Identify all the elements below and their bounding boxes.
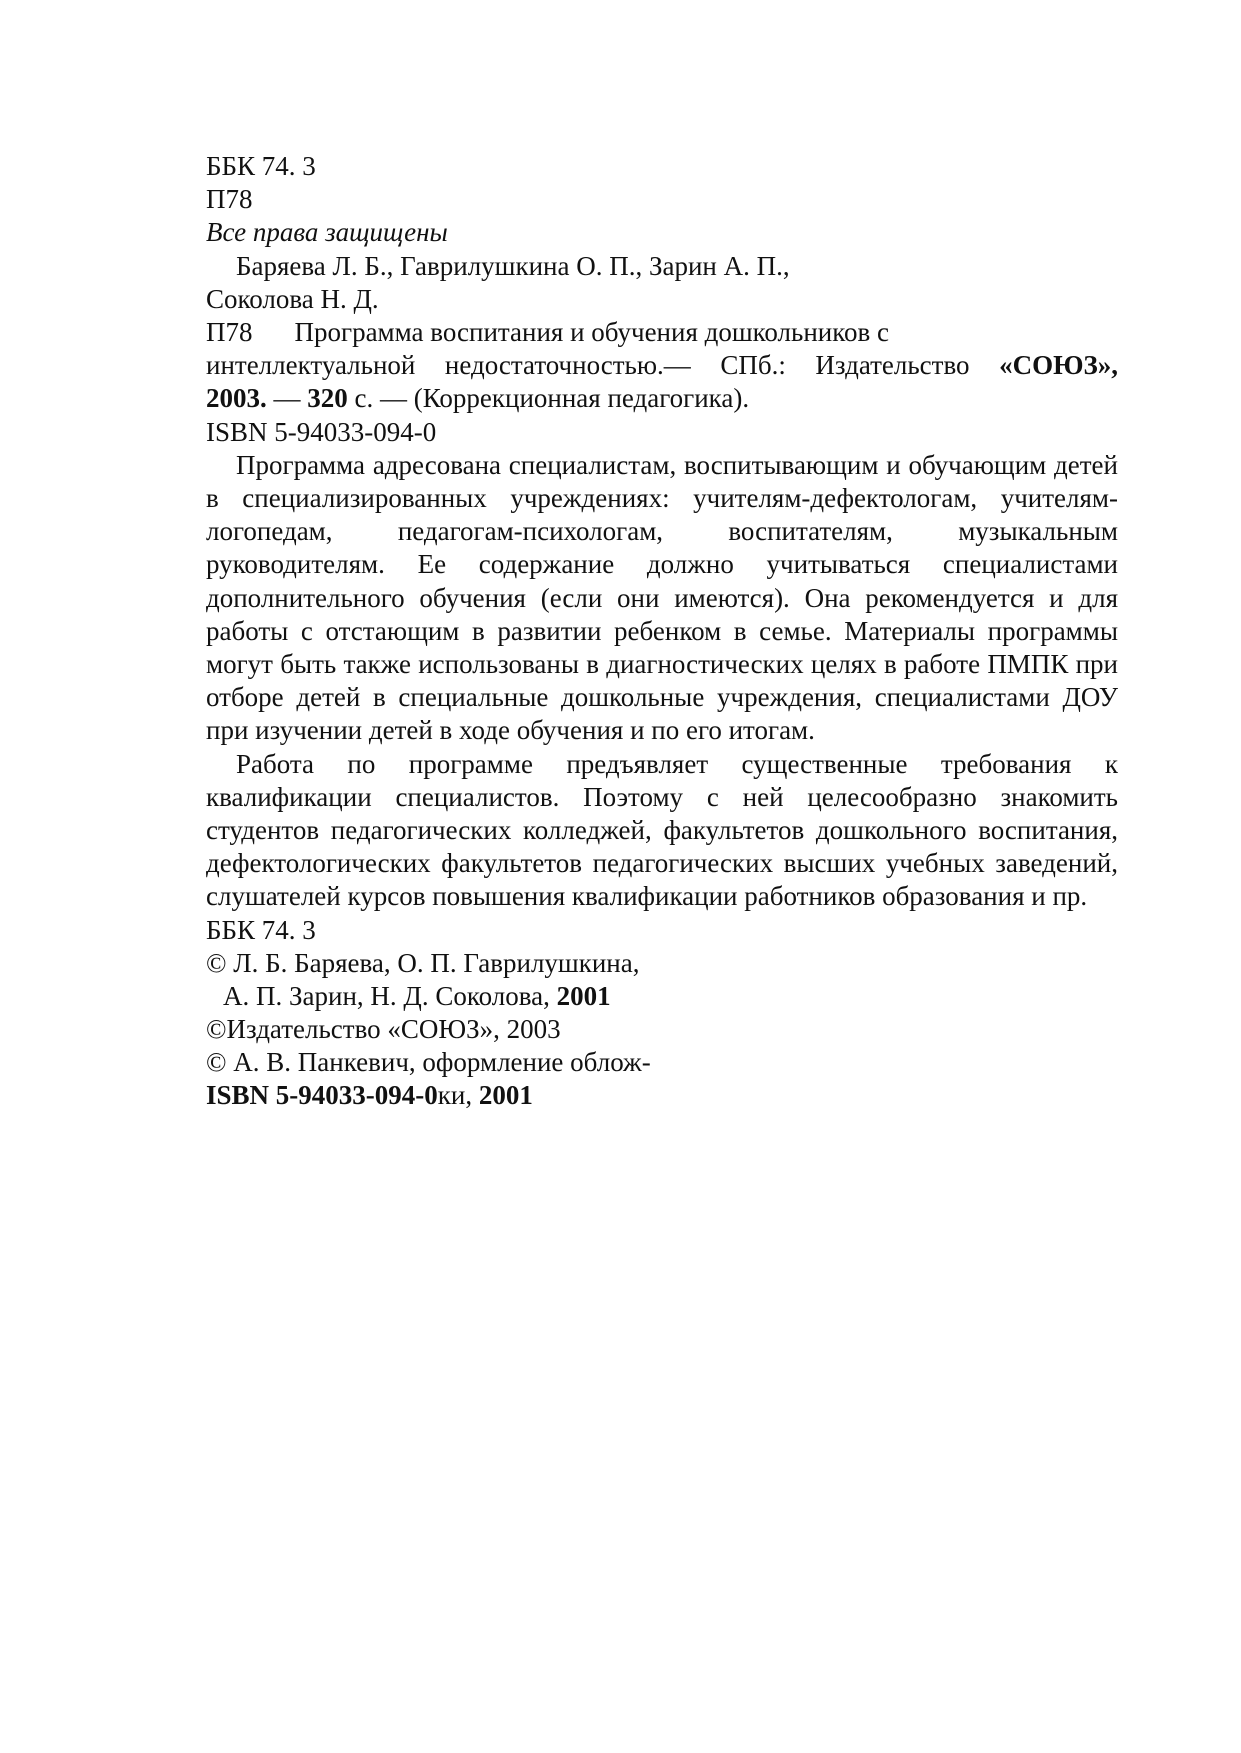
bbk-code-top: ББК 74. 3 <box>206 151 316 181</box>
copyright-cover-design: © А. В. Панкевич, оформление облож- <box>206 1047 651 1078</box>
bibliography-title-line <box>206 316 1118 349</box>
copyright-authors-names: А. П. Зарин, Н. Д. Соколова, <box>223 980 557 1011</box>
isbn-footer-line <box>206 1079 1118 1112</box>
isbn-footer: ISBN 5-94033-094-0 <box>206 1080 438 1111</box>
cover-design-tail: ки, <box>437 1080 479 1111</box>
bibliography-publisher-line <box>206 349 1118 382</box>
abstract <box>206 449 1118 914</box>
year-dash: — <box>266 383 308 414</box>
series-info: с. — (Коррекционная педагогика). <box>347 383 750 414</box>
abstract-paragraph-1: Программа адресована специалистам, воспитывающим и обучающим детей в специализированных учреждениях: учителям-дефектологам, учителям-логопедам, педагогам-психологам, воспитателям, музыкальным руководителям. Ее содержание должно учитываться специалистами дополнительного обучения (если они имеются). Она рекомендуется и для работы с отстающим в развитии ребенком в семье. Материалы программы могут быть также использованы в диагностических целях в работе ПМПК при отборе детей в специальные дошкольные учреждения, специалистами ДОУ при изучении детей в ходе обучения и по его итогам. <box>206 449 1118 746</box>
authors-line-2: Соколова Н. Д. <box>206 283 379 314</box>
rights-reserved: Все права защищены <box>206 217 448 248</box>
publisher-name: «СОЮЗ», <box>999 350 1118 381</box>
author-sign-top: П78 <box>206 184 253 215</box>
bibliography-code: П78 <box>206 316 253 347</box>
bbk-code-bottom: ББК 74. 3 <box>206 914 316 945</box>
page-count: 320 <box>307 383 348 414</box>
isbn-line: ISBN 5-94033-094-0 <box>206 416 437 447</box>
copyright-authors-1: © Л. Б. Баряева, О. П. Гаврилушкина, <box>206 947 640 978</box>
authors-line-1: Баряева Л. Б., Гаврилушкина О. П., Зарин А. П., <box>236 250 790 281</box>
bibliography-year-line <box>206 382 1118 415</box>
copyright-authors-2 <box>206 980 1118 1013</box>
copyright-publisher: ©Издательство «СОЮЗ», 2003 <box>206 1014 561 1045</box>
abstract-paragraph-2: Работа по программе предъявляет существенные требования к квалификации специалистов. Поэтому с ней целесообразно знакомить студентов педагогических колледжей, факультетов дошкольного воспитания, дефектологических факультетов педагогических высших учебных заведений, слушателей курсов повышения квалификации работников образования и пр. <box>206 748 1118 912</box>
imprint-block <box>206 150 1118 1113</box>
bibliography-title: Программа воспитания и обучения дошкольников с <box>294 316 889 347</box>
publication-year: 2003. <box>206 383 267 414</box>
cover-design-year: 2001 <box>478 1080 533 1111</box>
bibliography-publisher-text: интеллектуальной недостаточностью.— СПб.: Издательство <box>206 350 970 381</box>
copyright-authors-year: 2001 <box>556 980 611 1011</box>
